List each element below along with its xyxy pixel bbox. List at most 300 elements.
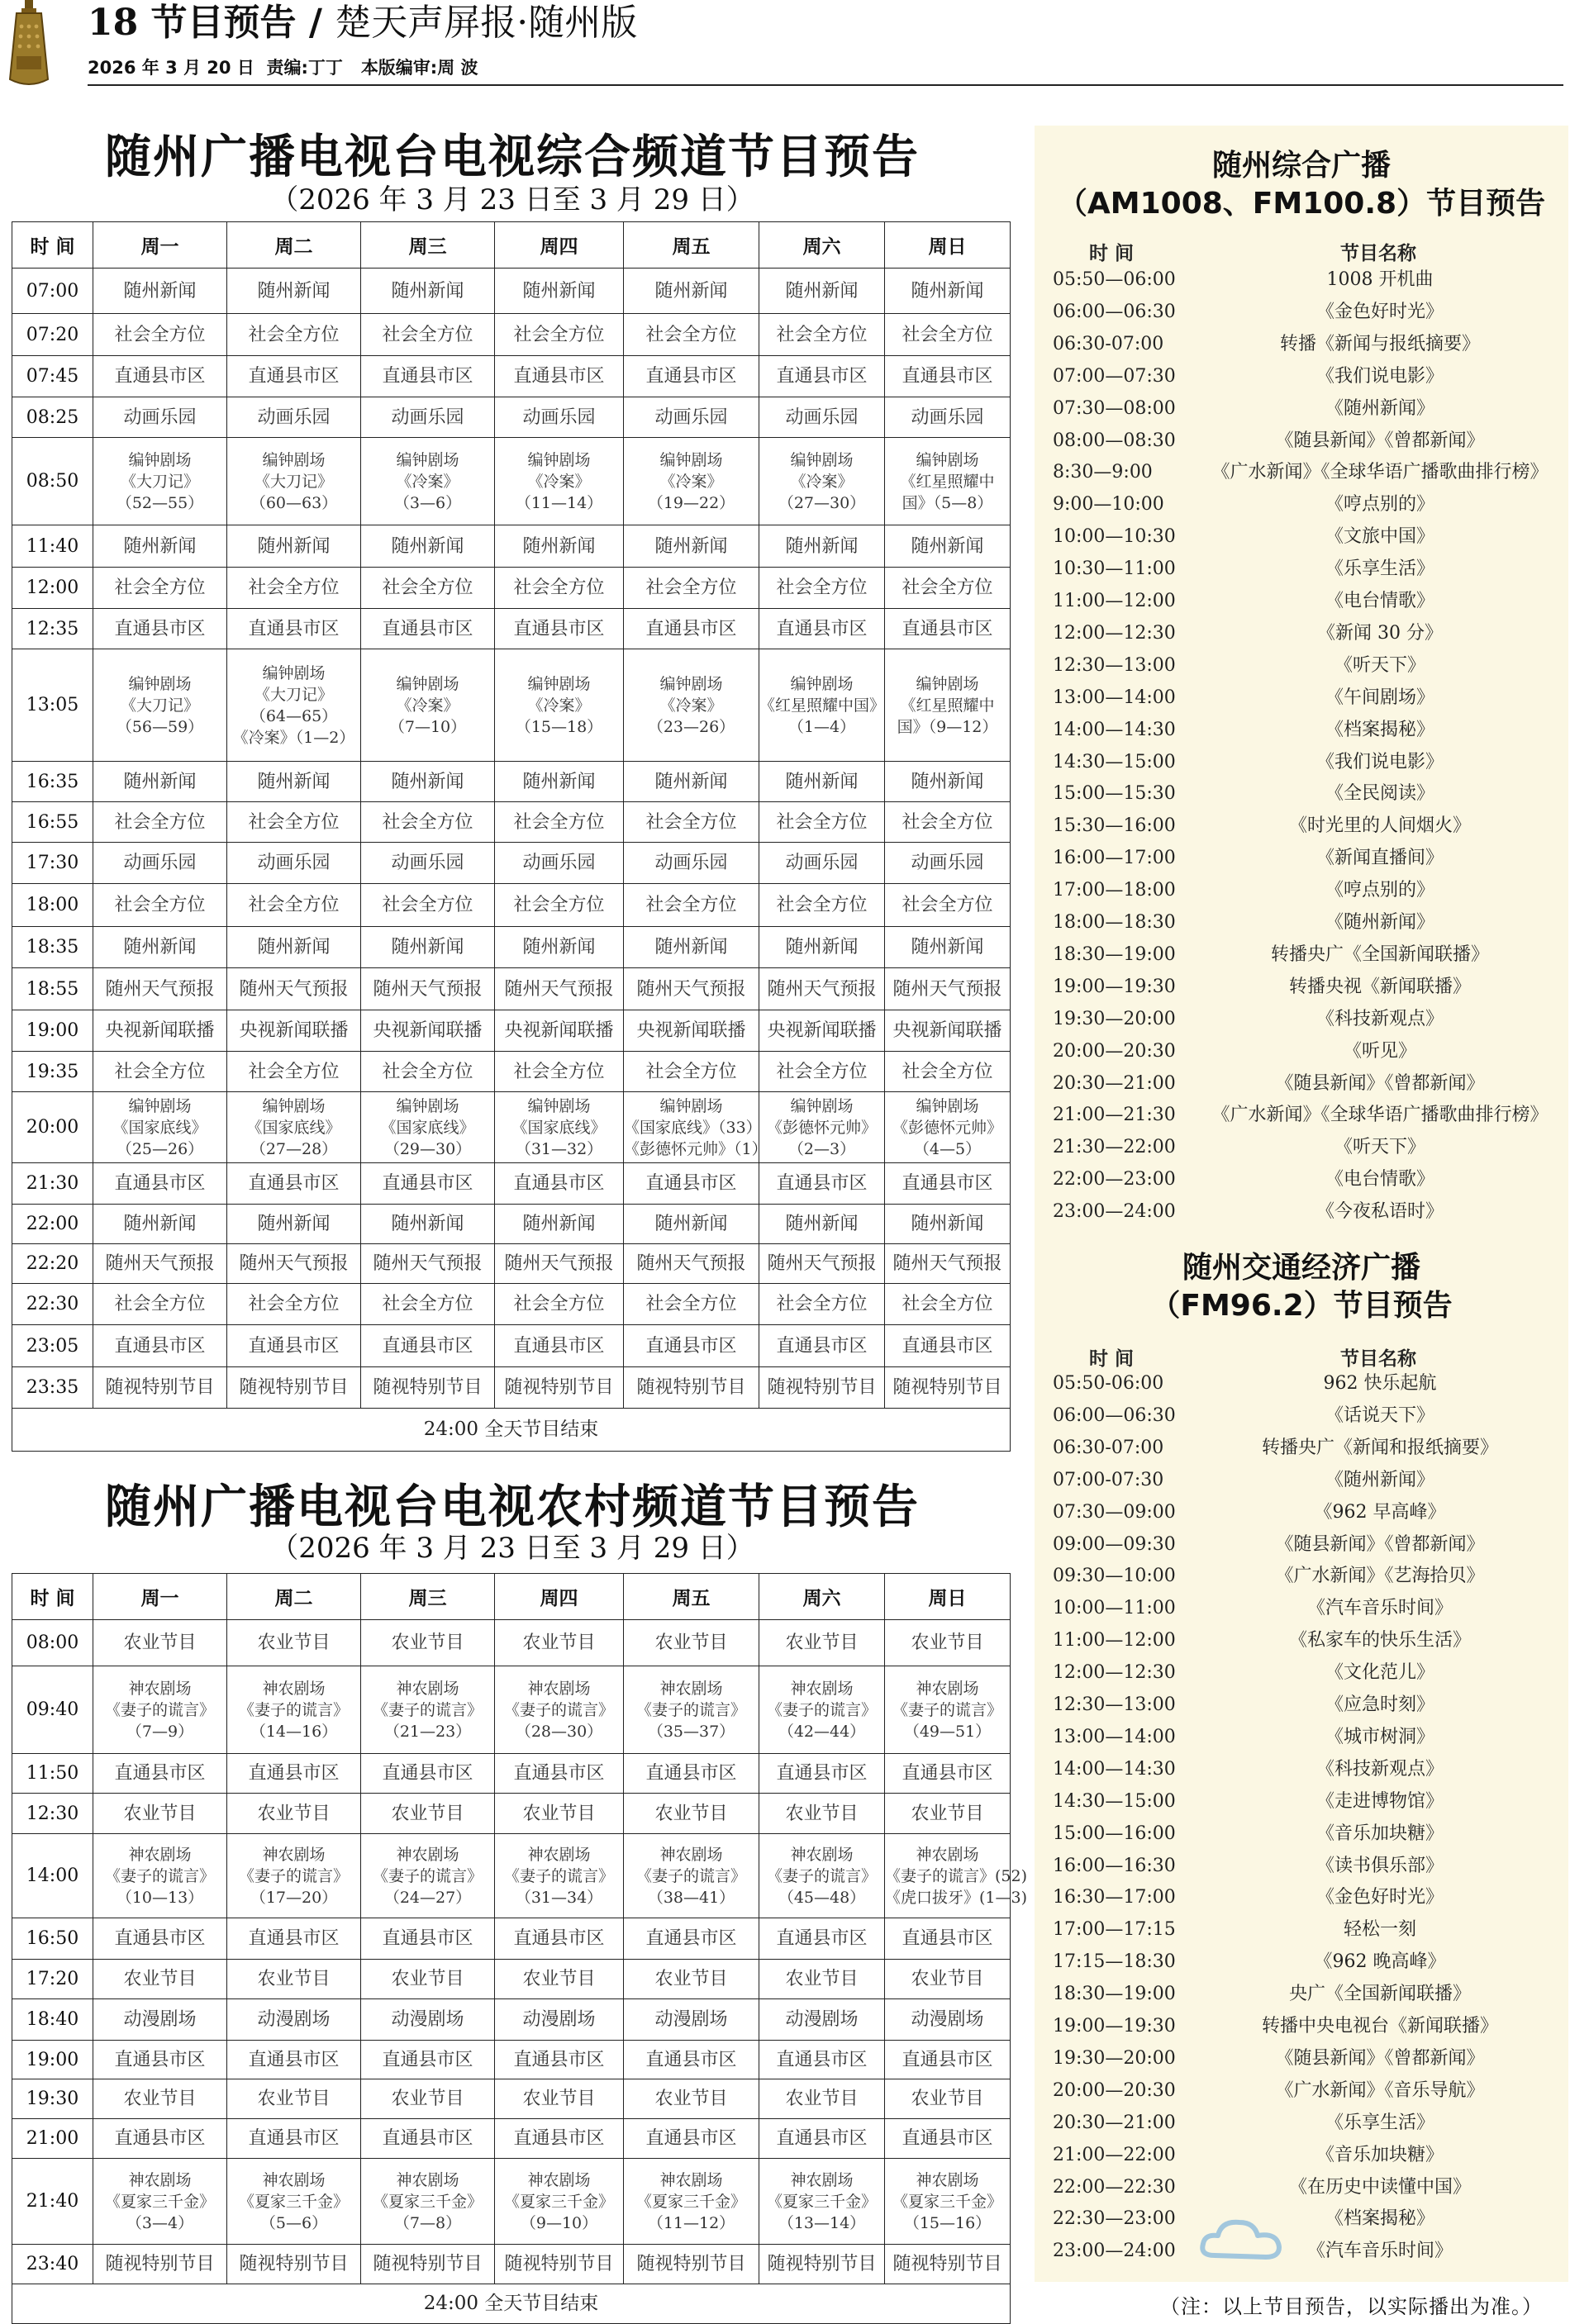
day-column-header: 周四	[495, 1574, 624, 1620]
program-name: 《文旅中国》	[1325, 526, 1434, 548]
airtime: 17:00—17:15	[1053, 1919, 1176, 1941]
airtime: 10:00—11:00	[1053, 1598, 1176, 1619]
program-cell	[495, 2159, 624, 2245]
program-cell	[624, 1834, 759, 1918]
table-row	[12, 1834, 1011, 1918]
program-line: 《大刀记》	[120, 696, 199, 715]
program-cell: 直通县市区	[624, 356, 759, 397]
program-cell: 随州天气预报	[361, 968, 495, 1010]
program-name: 《科技新观点》	[1315, 1758, 1444, 1780]
program-cell: 随州新闻	[495, 525, 624, 568]
list-item	[1035, 1465, 1568, 1496]
program-cell: 直通县市区	[885, 1325, 1011, 1367]
program-name: 转播中央电视台《新闻联播》	[1261, 2016, 1498, 2036]
program-cell	[759, 2159, 885, 2245]
program-cell: 直通县市区	[93, 1325, 227, 1367]
list-item	[1035, 489, 1568, 520]
program-cell: 随州新闻	[495, 762, 624, 802]
program-cell: 直通县市区	[624, 2041, 759, 2079]
program-line: 《夏家三千金》	[238, 2192, 349, 2211]
program-cell: 直通县市区	[227, 2041, 361, 2079]
program-line: 《冷案》	[659, 696, 723, 715]
program-cell: 农业节目	[93, 1620, 227, 1666]
program-cell: 直通县市区	[93, 609, 227, 649]
airtime: 23:00—24:00	[1053, 2241, 1176, 2262]
time-slot: 17:30	[12, 843, 93, 884]
program-line: 编钟剧场	[128, 674, 192, 693]
day-column-header: 周三	[361, 1574, 495, 1620]
program-line: （49—51）	[903, 1722, 992, 1741]
program-cell: 随州新闻	[361, 927, 495, 968]
program-name: 《音乐加块糖》	[1315, 1823, 1444, 1844]
program-cell: 社会全方位	[227, 884, 361, 927]
program-cell: 动画乐园	[361, 397, 495, 438]
time-slot: 16:50	[12, 1918, 93, 1960]
program-cell: 动画乐园	[227, 843, 361, 884]
program-line: 《冷案》（1—2）	[232, 728, 355, 747]
tv-rural-schedule-table	[12, 1573, 1028, 2324]
program-line: （1—4）	[787, 717, 856, 736]
program-name: 《应急时刻》	[1325, 1694, 1434, 1715]
program-cell: 社会全方位	[361, 568, 495, 609]
program-cell: 农业节目	[227, 2079, 361, 2119]
program-cell: 随视特别节目	[93, 1367, 227, 1409]
program-line: 《冷案》	[790, 472, 854, 491]
program-cell: 直通县市区	[93, 1754, 227, 1794]
program-cell: 随视特别节目	[361, 2245, 495, 2284]
program-cell: 随州新闻	[495, 269, 624, 314]
list-item	[1035, 2203, 1568, 2235]
airtime: 08:00—08:30	[1053, 430, 1176, 451]
program-cell: 农业节目	[93, 2079, 227, 2119]
airtime: 07:30—09:00	[1053, 1501, 1176, 1523]
bianzhong-bell-icon	[5, 0, 53, 89]
table-row	[12, 1999, 1011, 2041]
program-cell: 随视特别节目	[93, 2245, 227, 2284]
airtime: 14:00—14:30	[1053, 1758, 1176, 1780]
list-item	[1035, 2075, 1568, 2107]
list-item	[1035, 1004, 1568, 1035]
program-cell: 直通县市区	[759, 1754, 885, 1794]
program-cell	[885, 649, 1011, 762]
airtime: 20:00—20:30	[1053, 1040, 1176, 1062]
time-slot: 23:05	[12, 1325, 93, 1367]
program-cell: 直通县市区	[93, 1918, 227, 1960]
time-slot: 18:35	[12, 927, 93, 968]
program-name: 《金色好时光》	[1315, 1887, 1444, 1908]
program-cell: 直通县市区	[759, 609, 885, 649]
program-cell: 随州新闻	[361, 1205, 495, 1244]
time-slot: 21:30	[12, 1163, 93, 1205]
program-cell	[93, 2159, 227, 2245]
program-cell: 随州天气预报	[885, 1244, 1011, 1284]
footer-note: （注：以上节目预告，以实际播出为准。）	[1160, 2295, 1543, 2318]
program-cell: 随州新闻	[759, 1205, 885, 1244]
program-line: 神农剧场	[527, 1679, 591, 1698]
table-row	[12, 2119, 1011, 2159]
program-line: 《夏家三千金》	[104, 2192, 215, 2211]
program-cell	[759, 1092, 885, 1163]
program-cell: 动漫剧场	[759, 1999, 885, 2041]
program-cell: 农业节目	[624, 1960, 759, 1999]
program-cell: 农业节目	[361, 1960, 495, 1999]
program-line: （7—8）	[393, 2213, 462, 2232]
program-name: 《话说天下》	[1325, 1404, 1434, 1426]
program-name: 《城市树洞》	[1325, 1726, 1434, 1747]
program-name: 《听天下》	[1334, 654, 1425, 676]
program-line: 神农剧场	[659, 2170, 723, 2189]
program-cell: 随州新闻	[227, 762, 361, 802]
program-line: （27—28）	[250, 1139, 338, 1158]
program-cell: 社会全方位	[495, 1052, 624, 1092]
time-slot: 23:35	[12, 1367, 93, 1409]
airtime: 22:00—23:00	[1053, 1169, 1176, 1191]
table-row	[12, 1092, 1011, 1163]
program-cell	[227, 649, 361, 762]
airtime: 20:30—21:00	[1053, 2112, 1176, 2133]
program-cell: 社会全方位	[227, 314, 361, 356]
program-cell: 社会全方位	[227, 1052, 361, 1092]
time-slot: 11:50	[12, 1754, 93, 1794]
program-cell: 动漫剧场	[624, 1999, 759, 2041]
program-name: 《汽车音乐时间》	[1306, 1598, 1453, 1619]
program-cell: 直通县市区	[361, 1163, 495, 1205]
program-line: （17—20）	[250, 1888, 338, 1907]
airtime: 20:00—20:30	[1053, 2079, 1176, 2101]
program-cell: 随州新闻	[759, 269, 885, 314]
program-cell: 动画乐园	[93, 397, 227, 438]
program-line: （9—10）	[520, 2213, 598, 2232]
program-line: 神农剧场	[916, 1845, 979, 1864]
table-row	[12, 438, 1011, 525]
program-line: 神农剧场	[659, 1679, 723, 1698]
program-line: 《夏家三千金》	[372, 2192, 483, 2211]
time-slot: 12:35	[12, 609, 93, 649]
program-name: 《今夜私语时》	[1315, 1201, 1444, 1223]
time-slot: 17:20	[12, 1960, 93, 1999]
program-cell: 动画乐园	[759, 843, 885, 884]
table-row	[12, 1284, 1011, 1325]
program-line: 神农剧场	[262, 2170, 326, 2189]
program-cell	[759, 1666, 885, 1754]
airtime: 12:30—13:00	[1053, 654, 1176, 676]
program-cell: 随州天气预报	[361, 1244, 495, 1284]
program-cell: 直通县市区	[759, 356, 885, 397]
program-cell: 农业节目	[495, 1960, 624, 1999]
program-cell: 随州新闻	[93, 927, 227, 968]
end-of-day-note: 24:00 全天节目结束	[12, 2284, 1011, 2324]
list-item	[1035, 747, 1568, 778]
program-cell	[624, 649, 759, 762]
program-cell: 社会全方位	[759, 802, 885, 843]
program-cell: 直通县市区	[227, 1754, 361, 1794]
program-name: 《乐享生活》	[1325, 558, 1434, 580]
tv-general-schedule-table	[12, 221, 1011, 1452]
table-row	[12, 1367, 1011, 1409]
program-cell	[361, 1092, 495, 1163]
program-cell: 农业节目	[759, 1794, 885, 1834]
program-line: 《妻子的谎言》	[635, 1700, 746, 1719]
program-line: 《妻子的谎言》	[503, 1700, 614, 1719]
program-cell: 动画乐园	[885, 843, 1011, 884]
program-cell: 随州天气预报	[93, 968, 227, 1010]
program-cell: 社会全方位	[885, 1052, 1011, 1092]
program-line: 编钟剧场	[659, 450, 723, 469]
list-item	[1035, 425, 1568, 457]
table-row	[12, 1666, 1011, 1754]
program-line: 《妻子的谎言》	[766, 1866, 877, 1885]
airtime: 18:00—18:30	[1053, 912, 1176, 933]
program-line: 《红星照耀中	[900, 696, 995, 715]
program-cell: 社会全方位	[624, 1284, 759, 1325]
airtime: 18:30—19:00	[1053, 943, 1176, 965]
program-cell: 农业节目	[495, 1620, 624, 1666]
airtime: 07:00—07:30	[1053, 365, 1176, 387]
program-cell: 农业节目	[759, 2079, 885, 2119]
cloud-watermark-icon	[1197, 2214, 1287, 2262]
program-cell: 直通县市区	[885, 356, 1011, 397]
program-name: 《新闻直播间》	[1315, 848, 1444, 869]
table-row	[12, 269, 1011, 314]
program-cell: 随州天气预报	[885, 968, 1011, 1010]
paper-name: 楚天声屏报·随州版	[335, 2, 638, 44]
program-cell	[93, 1092, 227, 1163]
program-cell: 动漫剧场	[361, 1999, 495, 2041]
program-cell: 农业节目	[227, 1794, 361, 1834]
program-cell: 随州新闻	[361, 762, 495, 802]
program-name: 《电台情歌》	[1325, 1169, 1434, 1191]
reviewer: 本版编审:周 波	[360, 58, 478, 78]
end-of-day-note: 24:00 全天节目结束	[12, 1409, 1011, 1452]
program-line: （7—10）	[388, 717, 467, 736]
time-slot: 20:00	[12, 1092, 93, 1163]
program-line: 神农剧场	[262, 1845, 326, 1864]
program-cell	[361, 1666, 495, 1754]
program-cell: 直通县市区	[227, 609, 361, 649]
program-cell: 直通县市区	[93, 1163, 227, 1205]
program-cell: 央视新闻联播	[93, 1010, 227, 1052]
program-cell: 随州新闻	[93, 525, 227, 568]
program-name: 《广水新闻》《音乐导航》	[1275, 2079, 1485, 2101]
col-time-label: 时 间	[1089, 243, 1135, 264]
program-line: （19—22）	[647, 493, 735, 512]
program-cell: 央视新闻联播	[495, 1010, 624, 1052]
program-line: 编钟剧场	[128, 450, 192, 469]
program-line: 编钟剧场	[396, 450, 459, 469]
radio-traffic-header	[1035, 1343, 1568, 1371]
program-cell: 直通县市区	[93, 2119, 227, 2159]
program-cell: 随州天气预报	[227, 1244, 361, 1284]
list-item	[1035, 1036, 1568, 1067]
program-cell: 随州新闻	[227, 269, 361, 314]
list-item	[1035, 843, 1568, 874]
program-cell: 直通县市区	[227, 1918, 361, 1960]
table-row	[12, 649, 1011, 762]
program-line: 编钟剧场	[262, 1096, 326, 1115]
time-slot: 09:40	[12, 1666, 93, 1754]
airtime: 23:00—24:00	[1053, 1201, 1176, 1223]
program-cell: 动画乐园	[361, 843, 495, 884]
program-line: 国》（9—12）	[897, 717, 998, 736]
program-line: （23—26）	[647, 717, 735, 736]
program-cell: 动画乐园	[495, 843, 624, 884]
program-cell: 直通县市区	[361, 356, 495, 397]
program-cell	[227, 1666, 361, 1754]
airtime: 12:00—12:30	[1053, 622, 1176, 644]
time-slot: 22:30	[12, 1284, 93, 1325]
table-row	[12, 1244, 1011, 1284]
program-line: 《夏家三千金》	[766, 2192, 877, 2211]
program-cell: 随视特别节目	[759, 2245, 885, 2284]
table-row	[12, 1794, 1011, 1834]
program-cell	[227, 1092, 361, 1163]
table-row	[12, 968, 1011, 1010]
program-cell: 动画乐园	[624, 397, 759, 438]
program-line: （3—4）	[126, 2213, 194, 2232]
program-name: 转播央广《全国新闻联播》	[1270, 943, 1489, 965]
program-cell: 动画乐园	[495, 397, 624, 438]
program-line: 《冷案》	[659, 472, 723, 491]
program-line: （42—44）	[778, 1722, 866, 1741]
tv-rural-date-range: （2026 年 3 月 23 日至 3 月 29 日）	[270, 1532, 754, 1565]
program-name: 《私家车的快乐生活》	[1288, 1630, 1471, 1652]
airtime: 16:00—16:30	[1053, 1855, 1176, 1876]
program-name: 《听天下》	[1334, 1137, 1425, 1158]
program-cell: 随州新闻	[624, 269, 759, 314]
program-name: 《新闻 30 分》	[1317, 622, 1443, 644]
airtime: 14:00—14:30	[1053, 719, 1176, 740]
program-cell: 随州新闻	[624, 1205, 759, 1244]
program-name: 《全民阅读》	[1325, 783, 1434, 805]
program-line: （28—30）	[515, 1722, 603, 1741]
airtime: 12:30—13:00	[1053, 1694, 1176, 1715]
airtime: 13:00—14:00	[1053, 687, 1176, 708]
program-line: 《冷案》	[396, 472, 459, 491]
airtime: 07:00-07:30	[1053, 1469, 1164, 1490]
list-item	[1035, 1690, 1568, 1721]
tv-general-date-range: （2026 年 3 月 23 日至 3 月 29 日）	[270, 183, 754, 216]
program-cell: 社会全方位	[759, 1052, 885, 1092]
program-cell: 社会全方位	[885, 568, 1011, 609]
airtime: 13:00—14:00	[1053, 1726, 1176, 1747]
program-cell: 随州新闻	[885, 525, 1011, 568]
table-row	[12, 2245, 1011, 2284]
program-cell: 农业节目	[93, 1960, 227, 1999]
list-item	[1035, 329, 1568, 360]
program-cell: 直通县市区	[759, 2041, 885, 2079]
program-cell: 社会全方位	[361, 802, 495, 843]
program-name: 《听见》	[1343, 1040, 1416, 1062]
program-cell: 央视新闻联播	[759, 1010, 885, 1052]
program-cell: 社会全方位	[759, 314, 885, 356]
program-line: 《冷案》	[396, 696, 459, 715]
program-cell: 随州新闻	[495, 927, 624, 968]
radio-general-title: 随州综合广播	[1211, 149, 1391, 183]
list-item	[1035, 297, 1568, 328]
day-column-header: 周六	[759, 222, 885, 269]
program-cell	[93, 438, 227, 525]
program-line: 编钟剧场	[790, 674, 854, 693]
list-item	[1035, 521, 1568, 553]
program-cell: 直通县市区	[495, 1754, 624, 1794]
program-cell: 直通县市区	[624, 609, 759, 649]
program-cell: 社会全方位	[495, 568, 624, 609]
program-cell: 社会全方位	[93, 568, 227, 609]
table-row	[12, 2079, 1011, 2119]
program-line: 编钟剧场	[790, 450, 854, 469]
list-item	[1035, 1132, 1568, 1163]
day-column-header: 周一	[93, 222, 227, 269]
program-cell: 直通县市区	[624, 1325, 759, 1367]
program-cell	[624, 2159, 759, 2245]
program-line: 编钟剧场	[916, 1096, 979, 1115]
airtime: 11:00—12:00	[1053, 591, 1176, 611]
program-cell	[624, 1092, 768, 1163]
program-cell: 随州新闻	[885, 762, 1011, 802]
issue-date: 2026 年 3 月 20 日	[88, 58, 255, 78]
program-cell	[885, 1092, 1011, 1163]
program-cell: 直通县市区	[361, 2119, 495, 2159]
program-cell: 社会全方位	[93, 314, 227, 356]
program-cell: 直通县市区	[495, 2119, 624, 2159]
program-name: 转播央视《新闻联播》	[1288, 976, 1471, 997]
table-row	[12, 762, 1011, 802]
program-cell: 直通县市区	[495, 609, 624, 649]
program-line: 《彭德怀元帅》	[766, 1118, 877, 1137]
program-cell: 社会全方位	[885, 1284, 1011, 1325]
program-cell: 随州新闻	[227, 1205, 361, 1244]
program-cell: 农业节目	[759, 1620, 885, 1666]
program-name: 《电台情歌》	[1325, 591, 1434, 611]
table-row	[12, 1010, 1011, 1052]
program-cell: 直通县市区	[495, 356, 624, 397]
program-line: 《彭德怀元帅》（1）	[624, 1139, 768, 1158]
program-name: 《随县新闻》《曾都新闻》	[1275, 1533, 1485, 1555]
program-cell	[759, 649, 885, 762]
day-column-header: 周一	[93, 1574, 227, 1620]
program-line: 神农剧场	[262, 1679, 326, 1698]
program-line: （4—5）	[913, 1139, 982, 1158]
program-name: 《随县新闻》《曾都新闻》	[1275, 430, 1485, 451]
program-cell: 农业节目	[624, 2079, 759, 2119]
time-slot: 08:25	[12, 397, 93, 438]
list-item	[1035, 939, 1568, 971]
program-cell: 社会全方位	[227, 1284, 361, 1325]
program-cell: 社会全方位	[495, 314, 624, 356]
radio-general-header	[1035, 238, 1568, 266]
program-cell	[885, 438, 1011, 525]
program-cell: 直通县市区	[361, 1754, 495, 1794]
airtime: 12:00—12:30	[1053, 1662, 1176, 1684]
day-column-header: 周三	[361, 222, 495, 269]
program-name: 《随县新闻》《曾都新闻》	[1275, 2047, 1485, 2069]
list-item	[1035, 1068, 1568, 1100]
program-name: 《汽车音乐时间》	[1306, 2241, 1453, 2262]
program-cell: 农业节目	[885, 1794, 1011, 1834]
airtime: 09:30—10:00	[1053, 1566, 1176, 1587]
program-cell: 社会全方位	[624, 802, 759, 843]
program-name: 1008 开机曲	[1326, 269, 1434, 290]
program-line: （15—18）	[515, 717, 603, 736]
airtime: 21:00—22:00	[1053, 2144, 1176, 2165]
program-cell: 社会全方位	[227, 802, 361, 843]
time-slot: 22:20	[12, 1244, 93, 1284]
day-column-header: 周日	[885, 222, 1011, 269]
program-cell: 农业节目	[361, 1794, 495, 1834]
program-line: 《妻子的谎言》	[635, 1866, 746, 1885]
list-item	[1035, 778, 1568, 810]
program-name: 《档案揭秘》	[1325, 2208, 1434, 2230]
